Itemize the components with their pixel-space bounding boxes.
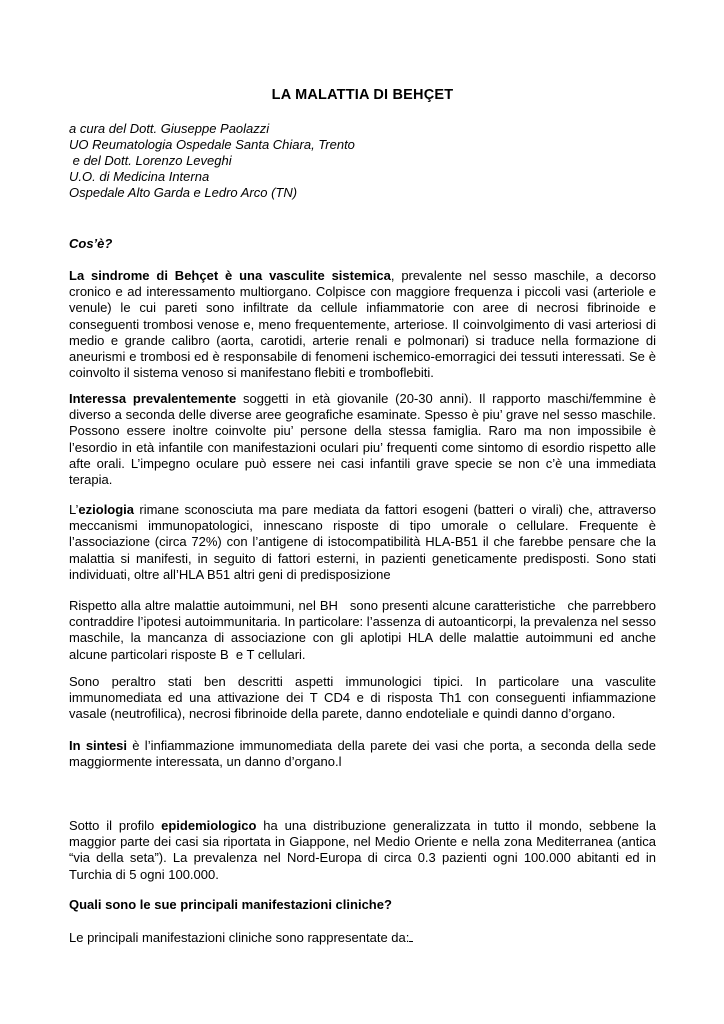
section-heading: Cos’è?: [69, 236, 113, 251]
author-line: UO Reumatologia Ospedale Santa Chiara, Trento: [69, 136, 355, 152]
author-line: e del Dott. Lorenzo Leveghi: [69, 152, 232, 168]
bold-phrase: eziologia: [78, 502, 135, 517]
document-title: LA MALATTIA DI BEHÇET: [271, 87, 454, 103]
paragraph-text: ha una distribuzione generalizzata in tutto il mondo, sebbene la maggior parte dei casi sia riportata in Giappone, nel Medio Oriente e nella zona Mediterranea (antica “via della seta”). La prevalenza nel Nord-Europa di circa 0.3 pazienti ogni 100.000 abitanti ed in Turchia di 5 ogni 100.000.: [69, 818, 656, 882]
bold-phrase: epidemiologico: [161, 818, 257, 833]
paragraph-text: Le principali manifestazioni cliniche sono rappresentate da:: [69, 930, 410, 945]
paragraph-immunology: Sono peraltro stati ben descritti aspetti immunologici tipici. In particolare una vasculite immunomediata ed una attivazione dei T CD4 e di risposta Th1 con conseguenti infiammazione vasale (neutrofilica), necrosi fibrinoide della parete, danno endoteliale e quindi danno d’organo.: [69, 674, 656, 722]
paragraph-epidemiology: [69, 818, 656, 883]
paragraph-summary: [69, 738, 656, 770]
authors-block: [69, 121, 355, 201]
bold-phrase: La sindrome di Behçet è una vasculite sistemica: [69, 268, 391, 283]
author-line: a cura del Dott. Giuseppe Paolazzi: [69, 121, 270, 136]
underline-mark: [409, 929, 413, 942]
bold-phrase: Interessa prevalentemente: [69, 391, 237, 406]
paragraph-etiology: [69, 502, 656, 583]
author-line: U.O. di Medicina Interna: [69, 168, 210, 184]
question-heading: Quali sono le sue principali manifestazioni cliniche?: [69, 897, 392, 912]
paragraph-text: rimane sconosciuta ma pare mediata da fattori esogeni (batteri o virali) che, attraverso meccanismi immunopatologici, innescano risposte di tipo umorale o cellulare. Frequente è l’associazione (circa 72%) con l’antigene di istocompatibilità HLA-B51 il che farebbe pensare che la malattia si manifesti, in seguito di fattori esterni, in pazienti geneticamente predisposti. Sono stati individuati, oltre all’HLA B51 altri geni di predisposizione: [69, 502, 656, 582]
bold-phrase: In sintesi: [69, 738, 128, 753]
author-line: Ospedale Alto Garda e Ledro Arco (TN): [69, 184, 298, 200]
paragraph-text: , prevalente nel sesso maschile, a decorso cronico e ad interessamento multiorgano. Colpisce con maggiore frequenza i piccoli vasi (arteriole e venule) le cui pareti sono infiltrate da cellule infiammatorie con aree di necrosi fibrinoide e conseguenti trombosi venose e, meno frequentemente, arteriose. Il coinvolgimento di vasi arteriosi di medio e grande calibro (aorta, carotidi, arterie renali e polmonari) si traduce nella formazione di aneurismi e trombosi ed è responsabile di fenomeni ischemico-emorragici dei tessuti interessati. Se è coinvolto il sistema venoso si manifestano flebiti e tromboflebiti.: [69, 268, 657, 381]
paragraph-autoimmune: Rispetto alla altre malattie autoimmuni, nel BH sono presenti alcune caratteristiche che parrebbero contraddire l’ipotesi autoimmunitaria. In particolare: l’assenza di autoanticorpi, la prevalenza nel sesso maschile, la mancanza di associazione con gli aplotipi HLA delle malattie autoimmuni ed anche alcune particolari risposte B e T cellulari.: [69, 598, 660, 662]
paragraph-text: soggetti in età giovanile (20-30 anni). Il rapporto maschi/femmine è diverso a seconda delle diverse aree geografiche esaminate. Spesso è piu’ grave nel sesso maschile. Possono essere inoltre coinvolte piu’ persone della stessa famiglia. Raro ma non impossibile è l’esordio in età infantile con manifestazioni oculari piu’ frequenti come sintomo di esordio rispetto alle afte orali. L’impegno oculare può essere nei casi infantili grave specie se non c’è una immediata terapia.: [69, 391, 656, 488]
paragraph-text: è l’infiammazione immunomediata della parete dei vasi che porta, a seconda della sede maggiormente interessata, un danno d’organo.l: [69, 738, 656, 770]
paragraph-prevalence: [69, 391, 656, 488]
paragraph-text: L’: [69, 502, 79, 517]
paragraph-text: Sotto il profilo: [69, 818, 162, 833]
paragraph-definition: [69, 268, 656, 381]
closing-line: [69, 929, 413, 945]
